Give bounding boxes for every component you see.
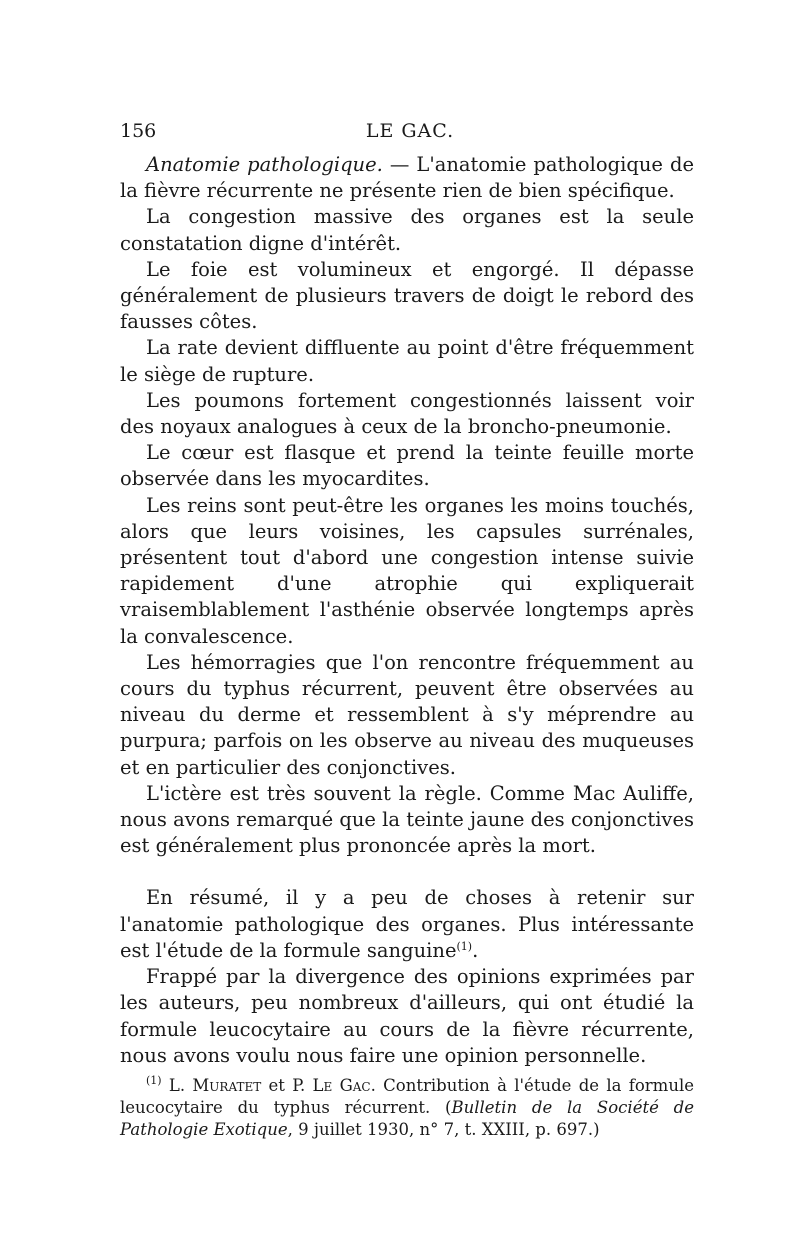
footnote-reference: (1) [456, 939, 473, 953]
page-number: 156 [120, 120, 157, 142]
paragraph: L'ictère est très souvent la règle. Comme Mac Auliffe, nous avons remarqué que la teinte jaune des conjonctives est généralement plus prononcée après la mort. [120, 781, 694, 858]
paragraph: Le foie est volumineux et engorgé. Il dépasse généralement de plusieurs travers de doigt le rebord des fausses côtes. [120, 257, 694, 334]
body-text [120, 152, 694, 1069]
paragraph [120, 885, 694, 964]
footnote-citation: , 9 juillet 1930, n° 7, t. XXIII, p. 697.) [287, 1120, 600, 1139]
section-heading: Anatomie pathologique. [146, 153, 383, 176]
footnote-author: P. Le Gac [292, 1076, 371, 1095]
running-title: LE GAC. [365, 120, 455, 142]
paragraph: Les poumons fortement congestionnés laissent voir des noyaux analogues à ceux de la broncho-pneumonie. [120, 388, 694, 439]
paragraph: Les reins sont peut-être les organes les moins touchés, alors que leurs voisines, les capsules surrénales, présentent tout d'abord une congestion intense suivie rapidement d'une atrophie qui expliquerait vraisemblablement l'asthénie observée longtemps après la convalescence. [120, 493, 694, 648]
footnote-journal: Bulletin de la Société de Pathologie Exotique [120, 1098, 694, 1139]
paragraph: Le cœur est flasque et prend la teinte feuille morte observée dans les myocardites. [120, 441, 694, 491]
paragraph: La rate devient diffluente au point d'être fréquemment le siège de rupture. [120, 336, 694, 386]
footnote-author: L. Muratet [161, 1076, 262, 1095]
footnote [120, 1075, 694, 1141]
paragraph: La congestion massive des organes est la seule constatation digne d'intérêt. [120, 205, 694, 255]
paragraph: Frappé par la divergence des opinions exprimées par les auteurs, peu nombreux d'ailleurs, qui ont étudié la formule leucocytaire au cours de la fièvre récurrente, nous avons voulu nous faire une opinion personnelle. [120, 965, 694, 1067]
footnotes [120, 1075, 694, 1141]
footnote-conjunction: et [261, 1076, 293, 1095]
paragraph [120, 152, 694, 204]
paragraph-text: — L'anatomie pathologique de la fièvre récurrente ne présente rien de bien spécifique. [120, 153, 694, 203]
footnote-text: . Contribution à l'étude de la formule leucocytaire du typhus récurrent. ( [120, 1076, 694, 1117]
punctuation: . [472, 938, 479, 962]
paragraph: Les hémorragies que l'on rencontre fréquemment au cours du typhus récurrent, peuvent être observées au niveau du derme et ressemblent à s'y méprendre au purpura; parfois on les observe au niveau des muqueuses et en particulier des conjonctives. [120, 650, 694, 779]
paragraph-text: En résumé, il y a peu de choses à retenir sur l'anatomie pathologique des organes. Plus intéressante est l'étude de la formule sanguine [120, 886, 694, 962]
footnote-marker: (1) [146, 1074, 162, 1087]
running-header [120, 120, 700, 150]
